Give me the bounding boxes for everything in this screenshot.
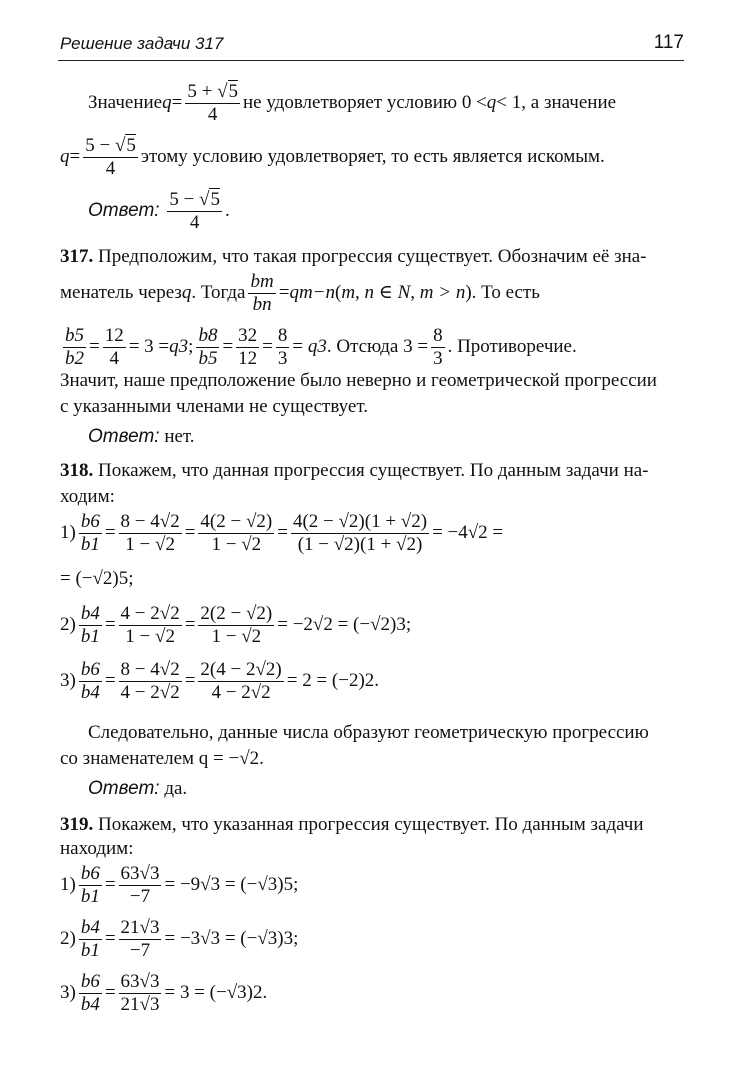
p318-answer: Ответ: да. <box>88 778 188 799</box>
fraction: $\frac{5 - √5}{4}$ <box>85 135 136 179</box>
page-number: 117 <box>653 32 684 53</box>
p319-line-1: 319. Покажем, что указанная прогрессия существует. По данным задачи <box>60 814 644 835</box>
p318-eq-3: 3) $\frac{b6}{b4}$ = $\frac{8 - 4√2}{4 - 2√2}$ = $\frac{2(4 - 2√2)}{4 - 2√2}$ = 2 = (−2)2. <box>60 659 380 703</box>
p319-line-2: находим: <box>60 838 134 859</box>
p317-line-1: 317. Предположим, что такая прогрессия существует. Обозначим её зна- <box>60 246 647 267</box>
p318-eq-1: 1) $\frac{b6}{b1}$ = $\frac{8 - 4√2}{1 - √2}$ = $\frac{4(2 - √2)}{1 - √2}$ = $\frac{4(2 - √2)(1 + √2)}{(1 - √2)(1 + √2)}$ = −4√2 = <box>60 511 504 555</box>
p318-line-2: ходим: <box>60 486 115 507</box>
p318-eq-1-cont: = (−√2)5; <box>60 568 134 589</box>
p317-answer: Ответ: нет. <box>88 426 195 447</box>
p318-conclusion-2: со знаменателем q = −√2. <box>60 748 264 769</box>
p317-line-3: $\frac{b5}{b2}$ = $\frac{12}{4}$ = 3 = q3 ; $\frac{b8}{b5}$ = $\frac{32}{12}$ = $\frac{8}{3}$ = q3 . Отсюда 3 = $\frac{8}{3}$ . Противоречие. <box>65 325 577 369</box>
p318-conclusion-1: Следовательно, данные числа образуют геометрическую прогрессию <box>88 722 649 743</box>
fraction: $\frac{5 - √5}{4}$ <box>169 189 220 233</box>
page-header <box>58 30 684 61</box>
p317-line-5: с указанными членами не существует. <box>60 396 368 417</box>
p317-line-4: Значит, наше предположение было неверно и геометрической прогрессии <box>60 370 657 391</box>
p317-line-2: менатель через q . Тогда $\frac{bm}{bn}$ = qm−n ( m, n ∈ N, m > n ). То есть <box>60 271 540 315</box>
p318-line-1: 318. Покажем, что данная прогрессия существует. По данным задачи на- <box>60 460 649 481</box>
p318-eq-2: 2) $\frac{b4}{b1}$ = $\frac{4 - 2√2}{1 - √2}$ = $\frac{2(2 - √2)}{1 - √2}$ = −2√2 = (−√2)3; <box>60 603 412 647</box>
p319-eq-2: 2) $\frac{b4}{b1}$ = $\frac{21√3}{-7}$ = −3√3 = (−√3)3; <box>60 917 299 961</box>
p319-eq-3: 3) $\frac{b6}{b4}$ = $\frac{63√3}{21√3}$ = 3 = (−√3)2. <box>60 971 268 1015</box>
fraction: $\frac{5 + √5}{4}$ <box>187 81 238 125</box>
p319-eq-1: 1) $\frac{b6}{b1}$ = $\frac{63√3}{-7}$ = −9√3 = (−√3)5; <box>60 863 299 907</box>
fraction: $\frac{bm}{bn}$ <box>250 271 274 315</box>
running-title: Решение задачи 317 <box>60 34 224 53</box>
prev-answer: Ответ: $\frac{5 - √5}{4}$ . <box>88 189 230 233</box>
prev-line-1: Значение q = $\frac{5 + √5}{4}$ не удовлетворяет условию 0 < q < 1, а значение <box>88 81 617 125</box>
prev-line-2: q = $\frac{5 - √5}{4}$ этому условию удовлетворяет, то есть является искомым. <box>60 135 605 179</box>
